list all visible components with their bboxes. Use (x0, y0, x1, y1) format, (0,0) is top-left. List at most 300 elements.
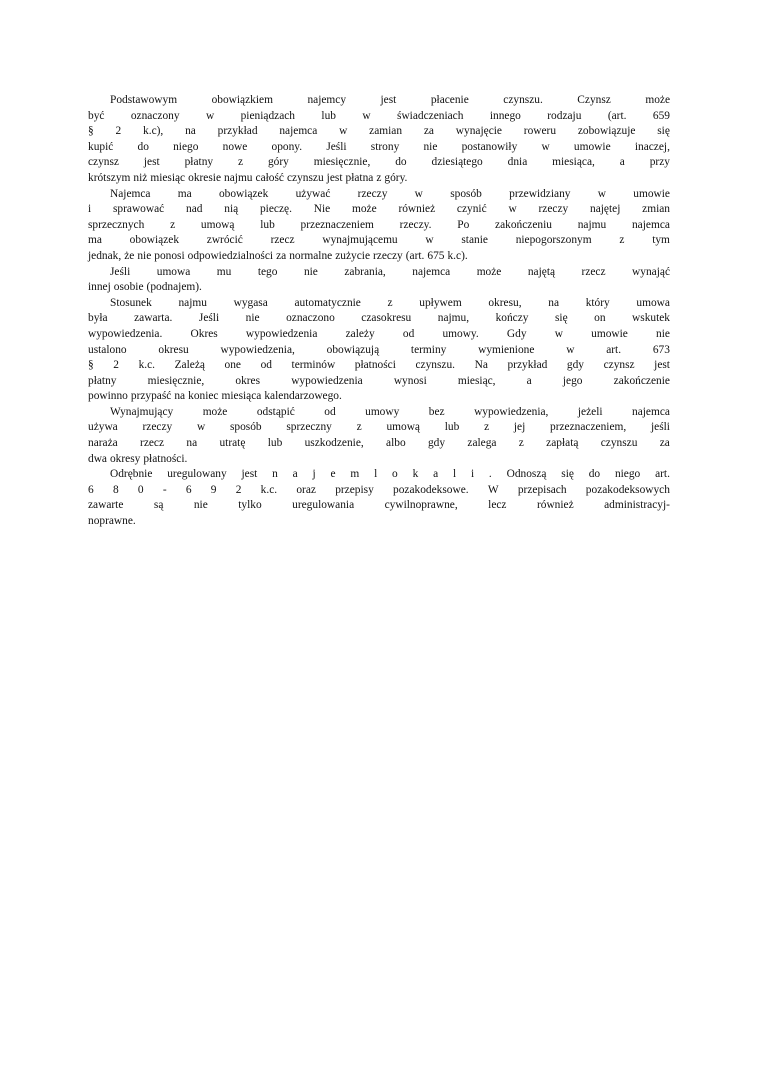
paragraph (88, 187, 670, 265)
word: zależy (345, 327, 375, 340)
word: Okres (190, 327, 218, 340)
word: zalega (467, 437, 497, 450)
word: wygasa (233, 296, 268, 309)
word: również (536, 499, 574, 512)
word: w (508, 203, 517, 216)
word: rzecz (270, 234, 295, 247)
word: wypowiedzenia. (88, 327, 163, 340)
word: najemca (412, 265, 451, 278)
word: okres (235, 374, 261, 387)
word: rzecz (581, 265, 606, 278)
word: przewidziany (509, 187, 571, 200)
word: z (237, 156, 244, 169)
word: wypowiedzenia (245, 327, 318, 340)
text-line (88, 374, 670, 390)
word: za (276, 249, 287, 262)
word: czasokresu (361, 312, 412, 325)
word: pieniądzach (240, 109, 295, 122)
word: zużycie (335, 249, 370, 262)
word: najemca (279, 125, 318, 138)
word: zawarta. (134, 312, 173, 325)
word: 2 (235, 483, 242, 496)
word: i (88, 203, 92, 216)
word: tylko (238, 499, 262, 512)
text-line (88, 389, 670, 405)
word: 8 (112, 483, 119, 496)
text-line (88, 296, 670, 312)
word: sprawować (112, 203, 165, 216)
word: strony (370, 140, 400, 153)
word: koniec (188, 390, 219, 403)
word: nią (224, 203, 239, 216)
word: lub (444, 421, 460, 434)
word: tym (652, 234, 670, 247)
word: zabrania, (344, 265, 386, 278)
word: najmu (577, 218, 607, 231)
word: najmu (224, 171, 253, 184)
word: uregulowania (292, 499, 355, 512)
text-line (88, 187, 670, 203)
word: góry. (384, 171, 408, 184)
word: się (657, 125, 670, 138)
word: na (174, 390, 186, 403)
document-body (88, 93, 670, 530)
paragraph (88, 296, 670, 405)
word: powinno (88, 390, 128, 403)
word: może (476, 265, 502, 278)
word: Gdy (506, 327, 527, 340)
word: z (387, 296, 393, 309)
word: automatycznie (294, 296, 361, 309)
word: - (162, 483, 167, 496)
word: niego (173, 140, 199, 153)
word: uregulowany (167, 468, 227, 481)
word: kupić (88, 140, 114, 153)
word: w (362, 109, 371, 122)
word: jest (326, 171, 343, 184)
word: od (260, 359, 272, 372)
word: 2 (115, 125, 122, 138)
text-line (88, 202, 670, 218)
word: jest (241, 468, 258, 481)
word: jego (562, 374, 583, 387)
word: albo (386, 437, 406, 450)
word: z (376, 171, 382, 184)
word: okresy (109, 452, 141, 465)
word: 659 (652, 109, 670, 122)
word: zawarte (88, 499, 124, 512)
word: normalne (289, 249, 333, 262)
word: najmu (178, 296, 207, 309)
word: najemcy (307, 94, 347, 106)
word: z (518, 437, 524, 450)
word: oznaczono (286, 312, 335, 325)
word: Podstawowym (110, 94, 178, 106)
word: jednak, (88, 249, 122, 262)
word: nie (303, 265, 318, 278)
word: wynosi (393, 374, 427, 387)
word: się (561, 468, 574, 481)
word: obowiązują (326, 343, 380, 356)
word: płatny (88, 374, 117, 387)
word: zakończeniu (495, 218, 552, 231)
word: najętej (590, 203, 621, 216)
word: oznaczony (130, 109, 180, 122)
word: obowiązek (129, 234, 180, 247)
paragraph (88, 93, 670, 187)
word: używać (295, 187, 331, 200)
word: zobowiązuje (577, 125, 636, 138)
word: umowa (636, 296, 670, 309)
word: czynsz (603, 359, 635, 372)
text-line (88, 358, 670, 374)
text-line (88, 452, 670, 468)
word: j (312, 468, 316, 481)
word: niego (614, 468, 641, 481)
word: 0 (137, 483, 144, 496)
text-line (88, 265, 670, 281)
word: nie (656, 327, 670, 340)
word: umową (386, 421, 420, 434)
word: w (414, 187, 423, 200)
text-line (88, 93, 670, 109)
text-line (88, 233, 670, 249)
word: k.c), (143, 125, 164, 138)
text-line (88, 343, 670, 359)
word: oraz (296, 483, 316, 496)
word: k.c. (260, 483, 278, 496)
word: nie (137, 249, 152, 262)
word: Nie (313, 203, 331, 216)
word: miesięcznie, (313, 156, 371, 169)
text-line (88, 311, 670, 327)
word: on (594, 312, 606, 325)
word: wypowiedzenia, (474, 405, 549, 418)
word: miesiąc, (457, 374, 496, 387)
word: z (484, 421, 490, 434)
word: zmian (642, 203, 670, 216)
word: w (554, 327, 563, 340)
word: dnia (507, 156, 528, 169)
word: (podnajem). (146, 281, 202, 294)
word: utratę (219, 437, 246, 450)
word: rzecz (140, 437, 165, 450)
text-line (88, 420, 670, 436)
word: w (339, 125, 348, 138)
word: Na (474, 359, 488, 372)
word: krótszym (88, 171, 131, 184)
word: Stosunek (110, 296, 152, 309)
word: jest (654, 359, 670, 372)
word: Jeśli (326, 140, 347, 153)
word: płatności. (143, 452, 188, 465)
word: w (196, 421, 206, 434)
word: całość (255, 171, 284, 184)
word: czynsz (88, 156, 119, 169)
word: używa (88, 421, 118, 434)
text-line (88, 218, 670, 234)
word: umowy (365, 405, 400, 418)
word: z (170, 218, 176, 231)
word: tego (257, 265, 278, 278)
word: umowie (591, 327, 628, 340)
text-line (88, 483, 670, 499)
word: nie (423, 140, 438, 153)
word: przypaść (130, 390, 172, 403)
word: nie (193, 499, 208, 512)
word: lecz (488, 499, 507, 512)
word: lub (267, 437, 283, 450)
paragraph (88, 405, 670, 467)
word: § (88, 359, 94, 372)
word: z (356, 421, 362, 434)
word: płacenie (430, 94, 469, 106)
word: umową (200, 218, 235, 231)
word: wynajęcie (455, 125, 502, 138)
word: (art. (405, 249, 425, 262)
word: inaczej, (634, 140, 670, 153)
word: opony. (271, 140, 303, 153)
word: od (402, 327, 415, 340)
word: wynająć (632, 265, 670, 278)
word: okresie (188, 171, 222, 184)
word: k.c. (138, 359, 156, 372)
word: że (124, 249, 135, 262)
text-line (88, 498, 670, 514)
word: pieczę. (259, 203, 292, 216)
word: przepisy (335, 483, 374, 496)
word: dziesiątego (431, 156, 483, 169)
word: Odnoszą (506, 468, 547, 481)
word: cywilnoprawne, (384, 499, 458, 512)
word: i (470, 468, 475, 481)
word: innej (88, 281, 111, 294)
word: ustalono (88, 343, 127, 356)
word: rzeczy (357, 187, 388, 200)
word: umowie (633, 187, 670, 200)
text-line (88, 405, 670, 421)
word: przepisach (517, 483, 567, 496)
word: płatny (184, 156, 214, 169)
word: Odrębnie (110, 468, 153, 481)
word: ma (177, 187, 192, 200)
word: a (292, 468, 298, 481)
text-line (88, 124, 670, 140)
word: sprzecznych (88, 218, 145, 231)
text-line (88, 514, 670, 530)
text-line (88, 436, 670, 452)
word: rzeczy (142, 421, 173, 434)
word: zapłatą (546, 437, 579, 450)
word: świadczeniach (397, 109, 464, 122)
word: kalendarzowego. (264, 390, 342, 403)
word: W (487, 483, 499, 496)
word: się (554, 312, 568, 325)
word: płatna (345, 171, 374, 184)
word: stanie (461, 234, 488, 247)
text-line (88, 467, 670, 483)
word: najętą (527, 265, 556, 278)
word: a (619, 156, 625, 169)
word: nowe (222, 140, 248, 153)
word: przeznaczeniem (300, 218, 374, 231)
word: sprzeczny (286, 421, 332, 434)
word: umowie (573, 140, 611, 153)
text-line (88, 171, 670, 187)
word: może (351, 203, 377, 216)
word: za (423, 125, 434, 138)
word: pozakodeksowych (585, 483, 670, 496)
word: niepogorszonym (515, 234, 592, 247)
word: również (398, 203, 436, 216)
word: wypowiedzenia, (220, 343, 295, 356)
word: okresu (158, 343, 189, 356)
word: ma (88, 234, 102, 247)
word: czynszu. (503, 94, 543, 106)
word: art. (606, 343, 622, 356)
word: 673 (652, 343, 670, 356)
word: umowy. (442, 327, 479, 340)
word: gdy (566, 359, 584, 372)
word: może (645, 94, 670, 106)
word: jest (380, 94, 397, 106)
word: płatności (354, 359, 396, 372)
word: bez (428, 405, 445, 418)
word: miesiąca, (552, 156, 595, 169)
word: . (488, 468, 492, 481)
word: jest (143, 156, 160, 169)
word: za (659, 437, 670, 450)
word: być (88, 109, 105, 122)
word: lub (321, 109, 336, 122)
word: (art. (607, 109, 627, 122)
word: w (566, 343, 575, 356)
word: rzeczy (373, 249, 403, 262)
word: miesiąca (221, 390, 262, 403)
word: Po (457, 218, 470, 231)
word: umowa (156, 265, 191, 278)
word: administracyj- (604, 499, 670, 512)
word: o (392, 468, 398, 481)
word: l (452, 468, 457, 481)
word: art. (655, 468, 670, 481)
word: czynszu (600, 437, 638, 450)
word: postanowiły (461, 140, 518, 153)
word: do (137, 140, 149, 153)
word: przeznaczeniem, (550, 421, 627, 434)
text-line (88, 155, 670, 171)
word: miesięcznie, (147, 374, 205, 387)
word: sposób (229, 421, 262, 434)
text-line (88, 280, 670, 296)
word: góry (267, 156, 289, 169)
word: rzeczy (538, 203, 569, 216)
word: Zależą (174, 359, 205, 372)
word: miesiąc (150, 171, 186, 184)
word: najemca (632, 405, 670, 418)
word: pozakodeksowe. (393, 483, 469, 496)
word: a (433, 468, 439, 481)
text-line (88, 249, 670, 265)
word: 2 (113, 359, 119, 372)
word: osobie (113, 281, 144, 294)
word: czynszu (286, 171, 324, 184)
word: wskutek (632, 312, 670, 325)
word: kończy (495, 312, 529, 325)
word: n (272, 468, 278, 481)
word: gdy (427, 437, 446, 450)
word: od (324, 405, 336, 418)
word: obowiązek (218, 187, 269, 200)
word: może (202, 405, 228, 418)
word: dwa (88, 452, 107, 465)
word: okresu, (488, 296, 522, 309)
word: zwrócić (206, 234, 243, 247)
word: przykład (217, 125, 258, 138)
word: § (88, 125, 94, 138)
word: w (425, 234, 434, 247)
word: Jeśli (198, 312, 220, 325)
word: Wynajmujący (110, 405, 174, 418)
word: wynajmującemu (322, 234, 398, 247)
word: naraża (88, 437, 118, 450)
word: w (541, 140, 550, 153)
word: Jeśli (110, 265, 131, 278)
word: 6 (88, 483, 94, 496)
word: lub (260, 218, 275, 231)
text-line (88, 140, 670, 156)
word: 9 (210, 483, 217, 496)
word: uszkodzenie, (304, 437, 364, 450)
word: sposób (450, 187, 482, 200)
word: najemca (631, 218, 670, 231)
paragraph (88, 265, 670, 296)
word: roweru (523, 125, 557, 138)
word: Najemca (110, 187, 151, 200)
word: ponosi (154, 249, 185, 262)
word: wypowiedzenia (291, 374, 363, 387)
word: była (88, 312, 108, 325)
paragraph (88, 467, 670, 529)
word: niż (133, 171, 148, 184)
word: do (395, 156, 407, 169)
word: jeśli (650, 421, 670, 434)
word: do (588, 468, 601, 481)
word: czynić (456, 203, 487, 216)
word: terminów (291, 359, 336, 372)
word: wymienione (478, 343, 535, 356)
word: innego (489, 109, 521, 122)
word: nie (245, 312, 260, 325)
word: noprawne. (88, 515, 136, 528)
word: najmu, (437, 312, 470, 325)
word: zakończenie (613, 374, 670, 387)
word: na (185, 125, 196, 138)
word: k (412, 468, 419, 481)
word: 675 (427, 249, 445, 262)
word: w (205, 109, 215, 122)
word: rodzaju (547, 109, 582, 122)
text-line (88, 327, 670, 343)
word: 6 (185, 483, 192, 496)
word: przy (649, 156, 670, 169)
word: odpowiedzialności (187, 249, 274, 262)
word: na (548, 296, 560, 309)
word: mu (216, 265, 232, 278)
word: obowiązkiem (211, 94, 273, 106)
word: rzeczy. (399, 218, 432, 231)
word: na (186, 437, 198, 450)
